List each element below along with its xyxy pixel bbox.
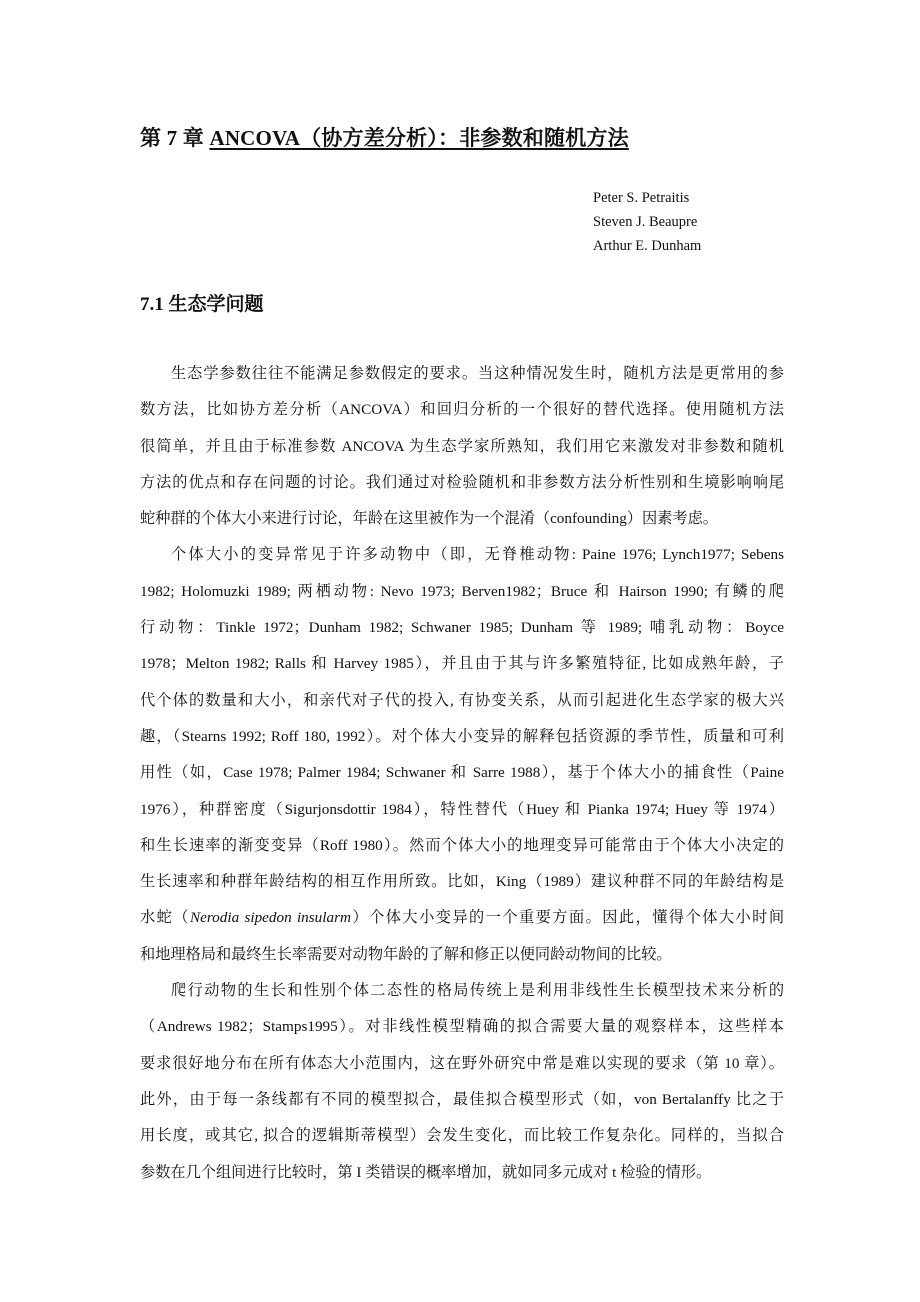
- text-line: 此外，由于每一条线都有不同的模型拟合，最佳拟合模型形式（如，von Bertalanffy 比之于: [140, 1090, 784, 1108]
- text-line: 生态学参数往往不能满足参数假定的要求。当这种情况发生时，随机方法是更常用的参: [171, 365, 784, 382]
- text-line: 方法的优点和存在问题的讨论。我们通过对检验随机和非参数方法分析性别和生境影响响尾: [140, 473, 784, 491]
- text-line: 要求很好地分布在所有体态大小范围内，这在野外研究中常是难以实现的要求（第 10 章）。: [140, 1054, 784, 1072]
- text-line: 用性（如，Case 1978; Palmer 1984; Schwaner 和 Sarre 1988），基于个体大小的捕食性（Paine: [140, 764, 784, 782]
- paragraph: [140, 973, 784, 1191]
- text-line: 代个体的数量和大小，和亲代对子代的投入, 有协变关系，从而引起进化生态学家的极大兴: [140, 691, 784, 709]
- text-line: 生长速率和种群年龄结构的相互作用所致。比如，King（1989）建议种群不同的年龄结构是: [140, 873, 784, 891]
- chapter-title: [140, 124, 629, 152]
- paragraph: [140, 537, 784, 973]
- text-line: 用长度，或其它, 拟合的逻辑斯蒂模型）会发生变化，而比较工作复杂化。同样的，当拟合: [140, 1127, 784, 1145]
- text-segment: ）个体大小变异的一个重要方面。因此，懂得个体大小时间: [350, 909, 784, 927]
- text-line: 趣，（Stearns 1992; Roff 180, 1992）。对个体大小变异的解释包括资源的季节性，质量和可利: [140, 727, 784, 745]
- text-line: 行动物：Tinkle 1972；Dunham 1982; Schwaner 1985; Dunham 等 1989; 哺乳动物：Boyce: [140, 619, 784, 637]
- text-line: 个体大小的变异常见于许多动物中（即，无脊椎动物: Paine 1976; Lynch1977; Sebens: [171, 546, 784, 564]
- text-line: 蛇种群的个体大小来进行讨论，年龄在这里被作为一个混淆（confounding）因素考虑。: [140, 510, 718, 528]
- text-line: 很简单，并且由于标准参数 ANCOVA 为生态学家所熟知，我们用它来激发对非参数和随机: [140, 437, 784, 455]
- author-name: Steven J. Beaupre: [593, 214, 698, 230]
- chapter-title-text: ANCOVA（协方差分析）：非参数和随机方法: [209, 126, 629, 150]
- paragraph: [140, 356, 784, 537]
- text-line: 1978；Melton 1982; Ralls 和 Harvey 1985），并且由于其与许多繁殖特征, 比如成熟年龄，子: [140, 655, 784, 673]
- author-name: Peter S. Petraitis: [593, 190, 690, 206]
- species-name: Nerodia sipedon insularm: [189, 909, 351, 927]
- text-line: 1976），种群密度（Sigurjonsdottir 1984），特性替代（Huey 和 Pianka 1974; Huey 等 1974）: [140, 800, 784, 818]
- body-text: [140, 356, 784, 1191]
- text-line: 参数在几个组间进行比较时，第 I 类错误的概率增加，就如同多元成对 t 检验的情形。: [140, 1163, 712, 1181]
- author-name: Arthur E. Dunham: [593, 238, 702, 254]
- text-line: 数方法，比如协方差分析（ANCOVA）和回归分析的一个很好的替代选择。使用随机方法: [140, 401, 784, 419]
- text-line: 和生长速率的渐变变异（Roff 1980）。然而个体大小的地理变异可能常由于个体大小决定的: [140, 836, 784, 854]
- text-line: [140, 900, 784, 936]
- text-line: 爬行动物的生长和性别个体二态性的格局传统上是利用非线性生长模型技术来分析的: [171, 982, 784, 1000]
- text-line: （Andrews 1982；Stamps1995）。对非线性模型精确的拟合需要大量的观察样本，这些样本: [140, 1018, 784, 1036]
- section-title: 7.1 生态学问题: [140, 294, 264, 315]
- chapter-number: 第 7 章: [140, 126, 210, 150]
- text-line: 和地理格局和最终生长率需要对动物年龄的了解和修正以便同龄动物间的比较。: [140, 945, 672, 963]
- text-segment: 水蛇（: [140, 909, 190, 927]
- author-list: [593, 186, 701, 258]
- text-line: 1982; Holomuzki 1989; 两栖动物: Nevo 1973; Berven1982；Bruce 和 Hairson 1990; 有鳞的爬: [140, 582, 784, 600]
